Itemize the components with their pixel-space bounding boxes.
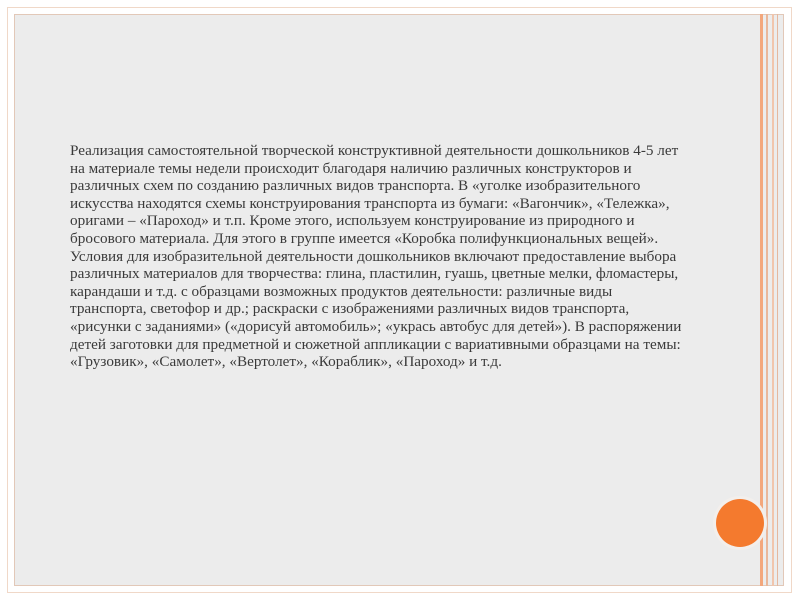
body-text [70, 142, 688, 371]
decorative-stripe [777, 14, 778, 586]
decorative-stripe [760, 14, 763, 586]
decorative-stripe [772, 14, 774, 586]
paragraph-2: Условия для изобразительной деятельности дошкольников включают предоставление выбора различных материалов для творчества: глина, пластилин, гуашь, цветные мелки, фломастеры, карандаши и т.д. с образцами возможных продуктов деятельности: различные виды транспорта, светофор и др.; раскраски с изображениями различных видов транспорта, «рисунки с заданиями» («дорисуй автомобиль»; «укрась автобус для детей»). В распоряжении детей заготовки для предметной и сюжетной аппликации с вариативными образцами на темы: «Грузовик», «Самолет», «Вертолет», «Кораблик», «Пароход» и т.д. [70, 247, 682, 371]
slide-content [48, 142, 688, 371]
decorative-stripe [766, 14, 768, 586]
paragraph-1: Реализация самостоятельной творческой конструктивной деятельности дошкольников 4-5 лет на материале темы недели происходит благодаря наличию различных конструкторов и различных схем по созданию различных видов транспорта. В «уголке изобразительного искусства находятся схемы конструирования транспорта из бумаги: «Вагончик», «Тележка», оригами – «Пароход» и т.п. Кроме этого, используем конструирование из природного и бросового материала. Для этого в группе имеется «Коробка полифункциональных вещей». [70, 142, 679, 247]
decorative-circle [716, 499, 764, 547]
